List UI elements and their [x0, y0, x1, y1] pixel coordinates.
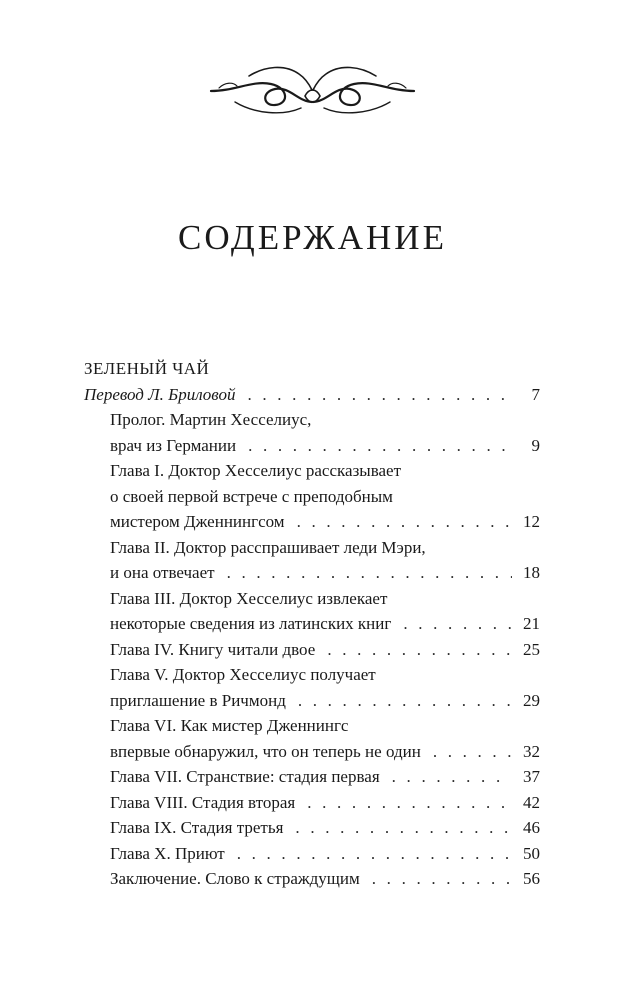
- toc-entry-text: Глава VIII. Стадия вторая: [110, 792, 296, 812]
- dot-leader: [327, 637, 512, 663]
- toc-entry-line: [84, 688, 540, 714]
- page-title: СОДЕРЖАНИЕ: [178, 218, 447, 257]
- toc-entry-line: [84, 509, 540, 535]
- page-number: 42: [523, 792, 540, 812]
- dot-leader: [247, 382, 512, 408]
- toc-entry: [84, 713, 540, 764]
- toc-entry: [84, 866, 540, 892]
- dot-leader: [248, 433, 512, 459]
- toc-entry-line: [84, 764, 540, 790]
- page-number: 29: [523, 690, 540, 710]
- flourish-ornament-icon: [205, 58, 420, 124]
- toc-entry-text: Глава IX. Стадия третья: [110, 818, 284, 837]
- page-number: 56: [523, 869, 540, 888]
- toc-entry-text: Глава III. Доктор Хесселиус извлекает: [110, 588, 388, 608]
- dot-leader: [295, 815, 512, 841]
- toc-entry-line: [84, 790, 540, 816]
- dot-leader: [433, 739, 512, 765]
- translator-line: [84, 382, 540, 408]
- dot-leader: [227, 560, 512, 586]
- toc-entry-text: Глава V. Доктор Хесселиус получает: [110, 665, 376, 684]
- dot-leader: [298, 688, 512, 714]
- toc-entry-line: [84, 535, 540, 561]
- toc-entry-text: Глава VI. Как мистер Дженнингс: [110, 716, 349, 735]
- toc-entry: [84, 586, 540, 637]
- toc-entry-text: Заключение. Слово к страждущим: [110, 869, 360, 888]
- toc-entry-line: [84, 662, 540, 688]
- dot-leader: [403, 611, 512, 637]
- toc-entry-line: [84, 866, 540, 892]
- toc-entry-line: [84, 560, 540, 586]
- dot-leader: [392, 764, 512, 790]
- toc-entry-line: [84, 637, 540, 663]
- page-number: 37: [523, 767, 540, 786]
- toc-entry-line: [84, 586, 540, 612]
- toc-entry-text: Пролог. Мартин Хесселиус,: [110, 410, 312, 429]
- toc-entry-line: [84, 841, 540, 867]
- page-number: 9: [531, 435, 540, 455]
- toc-entry-line: [84, 407, 540, 433]
- toc-entry: [84, 535, 540, 586]
- toc-entry-text: врач из Германии: [110, 435, 237, 455]
- toc-entry-text: Глава X. Приют: [110, 843, 225, 863]
- page-number: 32: [523, 741, 540, 761]
- toc-entry-text: некоторые сведения из латинских книг: [110, 614, 392, 633]
- dot-leader: [297, 509, 512, 535]
- toc-entry-line: [84, 433, 540, 459]
- toc-entry: [84, 407, 540, 458]
- page-number: 25: [523, 639, 540, 659]
- dot-leader: [372, 866, 512, 892]
- toc-entry-line: [84, 739, 540, 765]
- page-number: 46: [523, 818, 540, 837]
- page-number: 21: [523, 614, 540, 633]
- toc-entry-text: впервые обнаружил, что он теперь не один: [110, 741, 421, 761]
- toc-entry-text: Глава IV. Книгу читали двое: [110, 639, 316, 659]
- toc-entry: [84, 815, 540, 841]
- page-number: 18: [523, 563, 540, 582]
- translator-label: Перевод Л. Бриловой: [84, 384, 236, 404]
- toc-entry: [84, 458, 540, 535]
- table-of-contents: [84, 356, 540, 892]
- toc-entry-line: [84, 458, 540, 484]
- toc-entry: [84, 790, 540, 816]
- page-number: 12: [523, 512, 540, 531]
- toc-entry-text: о своей первой встрече с преподобным: [110, 486, 393, 506]
- toc-entry-text: Глава VII. Странствие: стадия первая: [110, 767, 380, 786]
- toc-entry: [84, 662, 540, 713]
- section-title: ЗЕЛЕНЫЙ ЧАЙ: [84, 359, 210, 378]
- page-number: 50: [523, 843, 540, 863]
- toc-entry: [84, 764, 540, 790]
- toc-entry-text: Глава II. Доктор расспрашивает леди Мэри,: [110, 537, 426, 557]
- toc-entry: [84, 841, 540, 867]
- dot-leader: [237, 841, 512, 867]
- toc-entry-text: Глава I. Доктор Хесселиус рассказывает: [110, 461, 402, 480]
- toc-entry-text: и она отвечает: [110, 563, 215, 582]
- toc-entry-line: [84, 815, 540, 841]
- toc-entry-text: мистером Дженнингсом: [110, 512, 285, 531]
- page-number: 7: [531, 384, 540, 404]
- toc-entry-line: [84, 484, 540, 510]
- toc-entry-line: [84, 611, 540, 637]
- toc-entry-text: приглашение в Ричмонд: [110, 690, 286, 710]
- toc-entry-line: [84, 713, 540, 739]
- dot-leader: [307, 790, 512, 816]
- toc-entry: [84, 637, 540, 663]
- toc-entries: [84, 407, 540, 892]
